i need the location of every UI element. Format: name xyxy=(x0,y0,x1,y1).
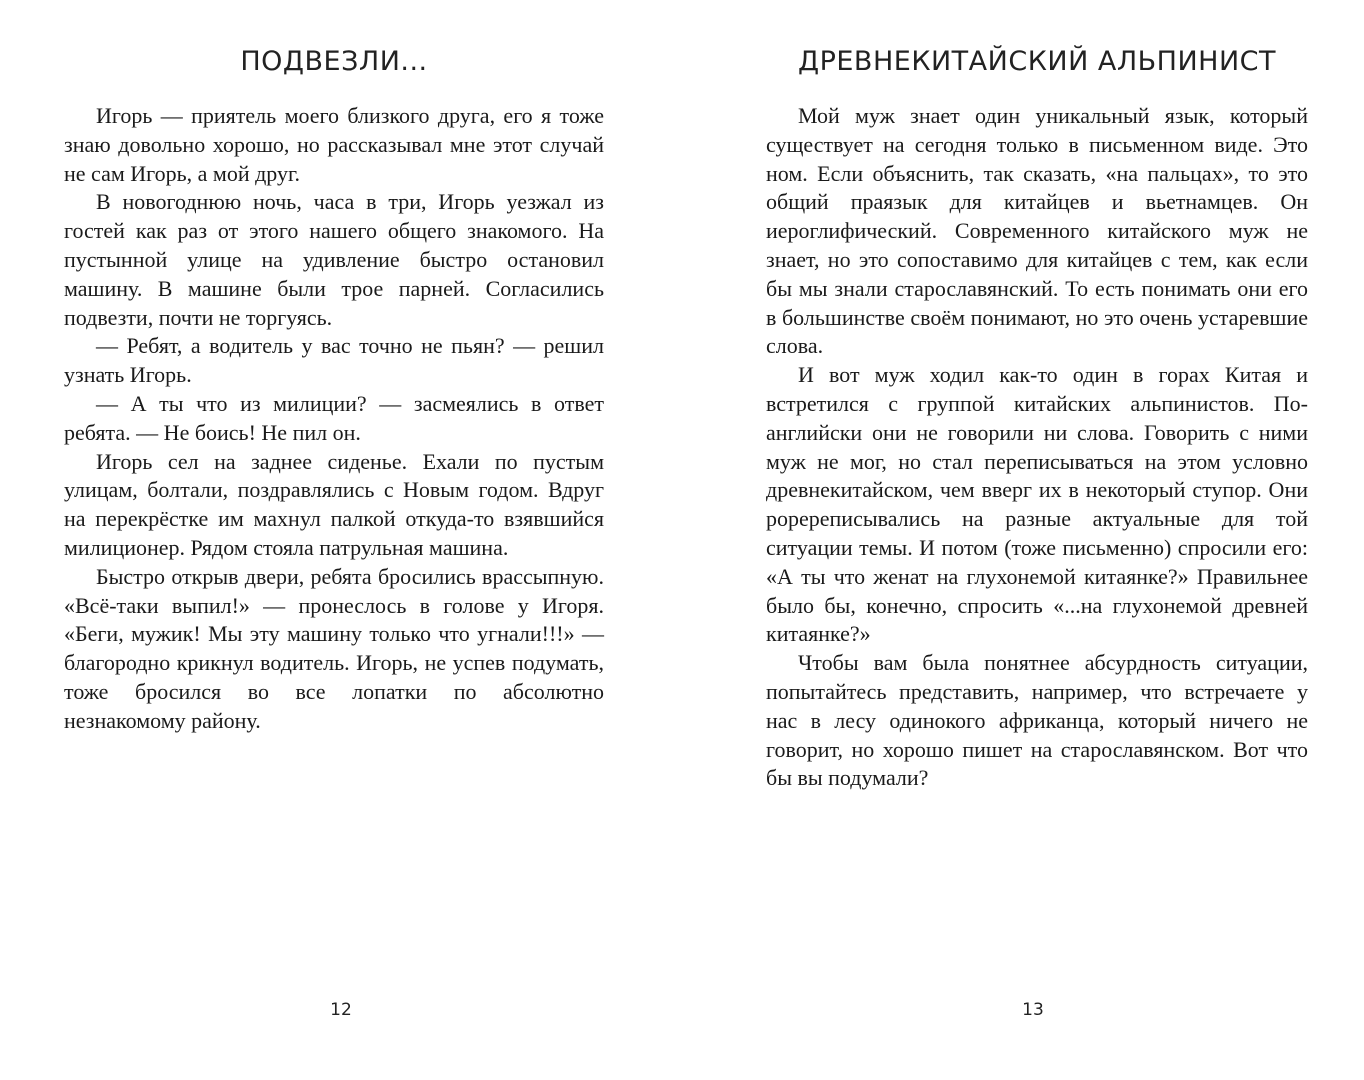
page-number: 12 xyxy=(330,1000,352,1020)
chapter-title: ДРЕВНЕКИТАЙСКИЙ АЛЬПИНИСТ xyxy=(798,46,1276,77)
paragraph: Игорь сел на заднее сиденье. Ехали по пустым улицам, болтали, поздравлялись с Новым годом. Вдруг на перекрёстке им махнул палкой откуда-то взявшийся милиционер. Рядом стояла патрульная машина. xyxy=(64,448,604,560)
paragraph: Быстро открыв двери, ребята бросились врассыпную. «Всё-таки выпил!» — пронеслось в голове у Игоря. «Беги, мужик! Мы эту машину только что угнали!!!» — благородно крикнул водитель. Игорь, не успев подумать, тоже бросился во все лопатки по абсолютно незнакомому району. xyxy=(64,563,604,733)
page-number: 13 xyxy=(1022,1000,1044,1020)
left-page xyxy=(64,0,604,1080)
right-page xyxy=(766,0,1308,1080)
paragraph: В новогоднюю ночь, часа в три, Игорь уезжал из гостей как раз от этого нашего общего знакомого. На пустынной улице на удивление быстро остановил машину. В машине были трое парней. Согласились подвезти, почти не торгуясь. xyxy=(64,189,604,330)
chapter-title: ПОДВЕЗЛИ... xyxy=(240,46,428,77)
paragraph: И вот муж ходил как-то один в горах Китая и встретился с группой китайских альпинистов. По-английски они не говорили ни слова. Говорить с ними муж не мог, но стал переписываться на этом условно древнекитайском, чем вверг их в некоторый ступор. Они popереписывались на разные актуальные для той ситуации темы. И потом (тоже письменно) спросили его: «А ты что женат на глухонемой китаянке?» Правильнее было бы, конечно, спросить «...на глухонемой древней китаянке?» xyxy=(766,362,1308,647)
paragraph: Игорь — приятель моего близкого друга, его я тоже знаю довольно хорошо, но рассказывал мне этот случай не сам Игорь, а мой друг. xyxy=(64,103,604,186)
chapter-body xyxy=(64,102,604,736)
chapter-body xyxy=(766,102,1308,793)
paragraph: — Ребят, а водитель у вас точно не пьян? — решил узнать Игорь. xyxy=(64,333,604,388)
paragraph: — А ты что из милиции? — засмеялись в ответ ребята. — Не боись! Не пил он. xyxy=(64,390,604,445)
paragraph: Мой муж знает один уникальный язык, который существует на сегодня только в письменном виде. Это ном. Если объяснить, так сказать, «на пальцах», то это общий праязык для китайцев и вьетнамцев. Он иероглифический. Современного китайского муж не знает, но это сопоставимо для китайцев с тем, как если бы мы знали старославянский. То есть понимать они его в большинстве своём понимают, но это очень устаревшие слова. xyxy=(766,103,1308,359)
paragraph: Чтобы вам была понятнее абсурдность ситуации, попытайтесь представить, например, что встречаете у нас в лесу одинокого африканца, который ничего не говорит, но хорошо пишет на старославянском. Вот что бы вы подумали? xyxy=(766,650,1308,791)
